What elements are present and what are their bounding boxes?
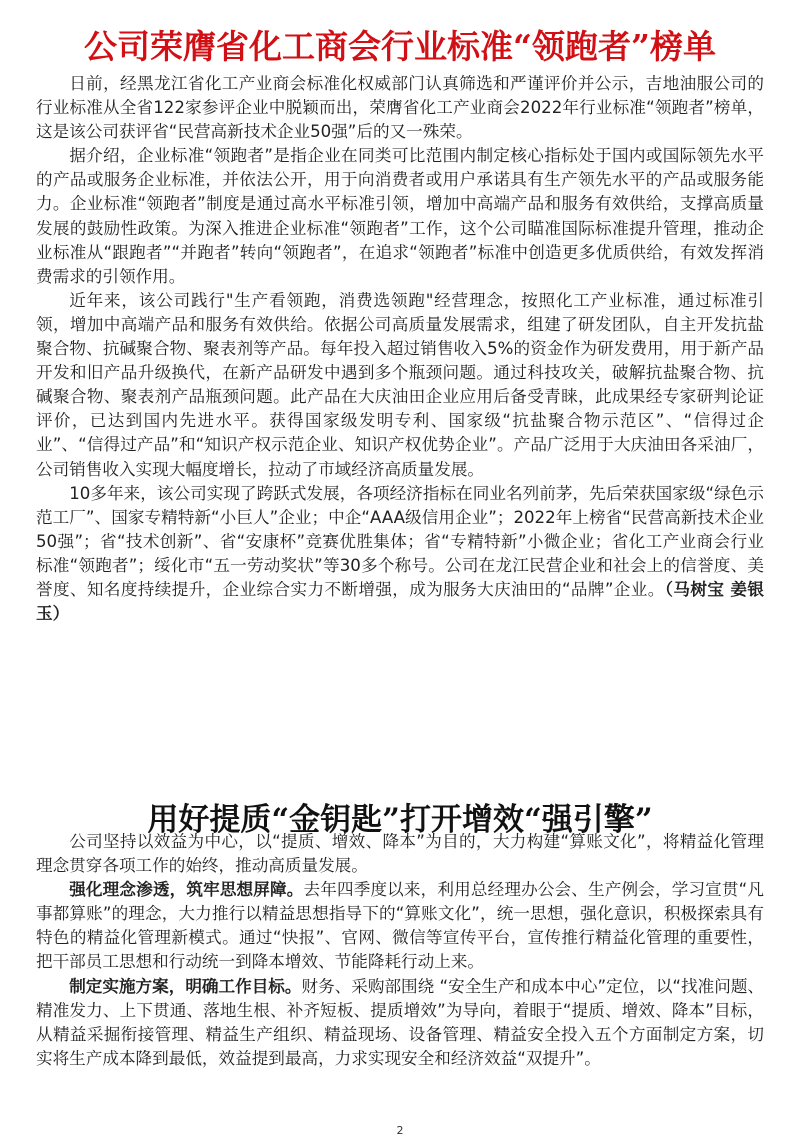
article1-last-paragraph	[36, 482, 764, 627]
article2-body	[36, 830, 764, 1071]
article2-section-text: 财务、采购部围绕 “安全生产和成本中心”定位，以“找准问题、精准发力、上下贯通、落地生根、补齐短板、提质增效”为导向，着眼于“提质、增效、降本”目标，从精益采掘衔接管理、精益生产组织、精益现场、设备管理、精益安全投入五个方面制定方案，切实将生产成本降到最低，效益提到最高，力求实现安全和经济效益“双提升”。	[36, 976, 765, 1068]
article2-section-lead: 强化理念渗透，筑牢思想屏障。	[69, 880, 304, 900]
article1-paragraph: 据介绍，企业标准“领跑者”是指企业在同类可比范围内制定核心指标处于国内或国际领先水平的产品或服务企业标准，并依法公开，用于向消费者或用户承诺具有生产领先水平的产品或服务能力。企业标准“领跑者”制度是通过高水平标准引领，增加中高端产品和服务有效供给，支撑高质量发展的鼓励性政策。为深入推进企业标准“领跑者”工作，这个公司瞄准国际标准提升管理，推动企业标准从“跟跑者”“并跑者”转向“领跑者”，在追求“领跑者”标准中创造更多优质供给，有效发挥消费需求的引领作用。	[36, 146, 764, 286]
article2-section-text: 去年四季度以来，利用总经理办公会、生产例会，学习宣贯“凡事都算账”的理念，大力推行以精益思想指导下的“算账文化”，统一思想，强化意识，积极探索具有特色的精益化管理新模式。通过“快报”、官网、微信等宣传平台，宣传推行精益化管理的重要性，把干部员工思想和行动统一到降本增效、节能降耗行动上来。	[36, 880, 764, 972]
article1-paragraph: 日前，经黑龙江省化工产业商会标准化权威部门认真筛选和严谨评价并公示，吉地油服公司的行业标准从全省122家参评企业中脱颖而出，荣膺省化工产业商会2022年行业标准“领跑者”榜单，这是该公司获评省“民营高新技术企业50强”后的又一殊荣。	[36, 74, 764, 142]
article2-section-lead: 制定实施方案，明确工作目标。	[69, 976, 302, 996]
article1-author: （马树宝 姜银玉）	[36, 579, 764, 624]
article1-paragraph-text: 10多年来，该公司实现了跨跃式发展，各项经济指标在同业名列前茅，先后荣获国家级“绿色示范工厂”、国家专精特新“小巨人”企业；中企“AAA级信用企业”；2022年上榜省“民营高新技术企业50强”；省“技术创新”、省“安康杯”竞赛优胜集体；省“专精特新”小微企业；省化工产业商会行业标准“领跑者”；绥化市“五一劳动奖状”等30多个称号。公司在龙江民营企业和社会上的信誉度、美誉度、知名度持续提升，企业综合实力不断增强，成为服务大庆油田的“品牌”企业。	[36, 483, 764, 599]
article2-title: 用好提质“金钥匙”打开增效“强引擎”	[147, 801, 653, 838]
article2-section	[36, 878, 764, 974]
article1-title: 公司荣膺省化工商会行业标准“领跑者”榜单	[84, 27, 716, 67]
page-number: 2	[396, 1124, 404, 1137]
article1-body	[36, 72, 764, 626]
article2-section	[36, 975, 764, 1071]
article1-paragraph: 近年来，该公司践行"生产看领跑，消费选领跑"经营理念，按照化工产业标准，通过标准引领，增加中高端产品和服务有效供给。依据公司高质量发展需求，组建了研发团队，自主开发抗盐聚合物、抗碱聚合物、聚表剂等产品。每年投入超过销售收入5%的资金作为研发费用，用于新产品开发和旧产品升级换代，在新产品研发中遇到多个瓶颈问题。通过科技攻关，破解抗盐聚合物、抗碱聚合物、聚表剂产品瓶颈问题。此产品在大庆油田企业应用后备受青睐，此成果经专家研判论证评价，已达到国内先进水平。获得国家级发明专利、国家级“抗盐聚合物示范区”、“信得过企业”、“信得过产品”和“知识产权示范企业、知识产权优势企业”。产品广泛用于大庆油田各采油厂，公司销售收入实现大幅度增长，拉动了市域经济高质量发展。	[36, 290, 764, 479]
article2-intro: 公司坚持以效益为中心，以“提质、增效、降本”为目的，大力构建“算账文化”，将精益化管理理念贯穿各项工作的始终，推动高质量发展。	[36, 832, 764, 876]
